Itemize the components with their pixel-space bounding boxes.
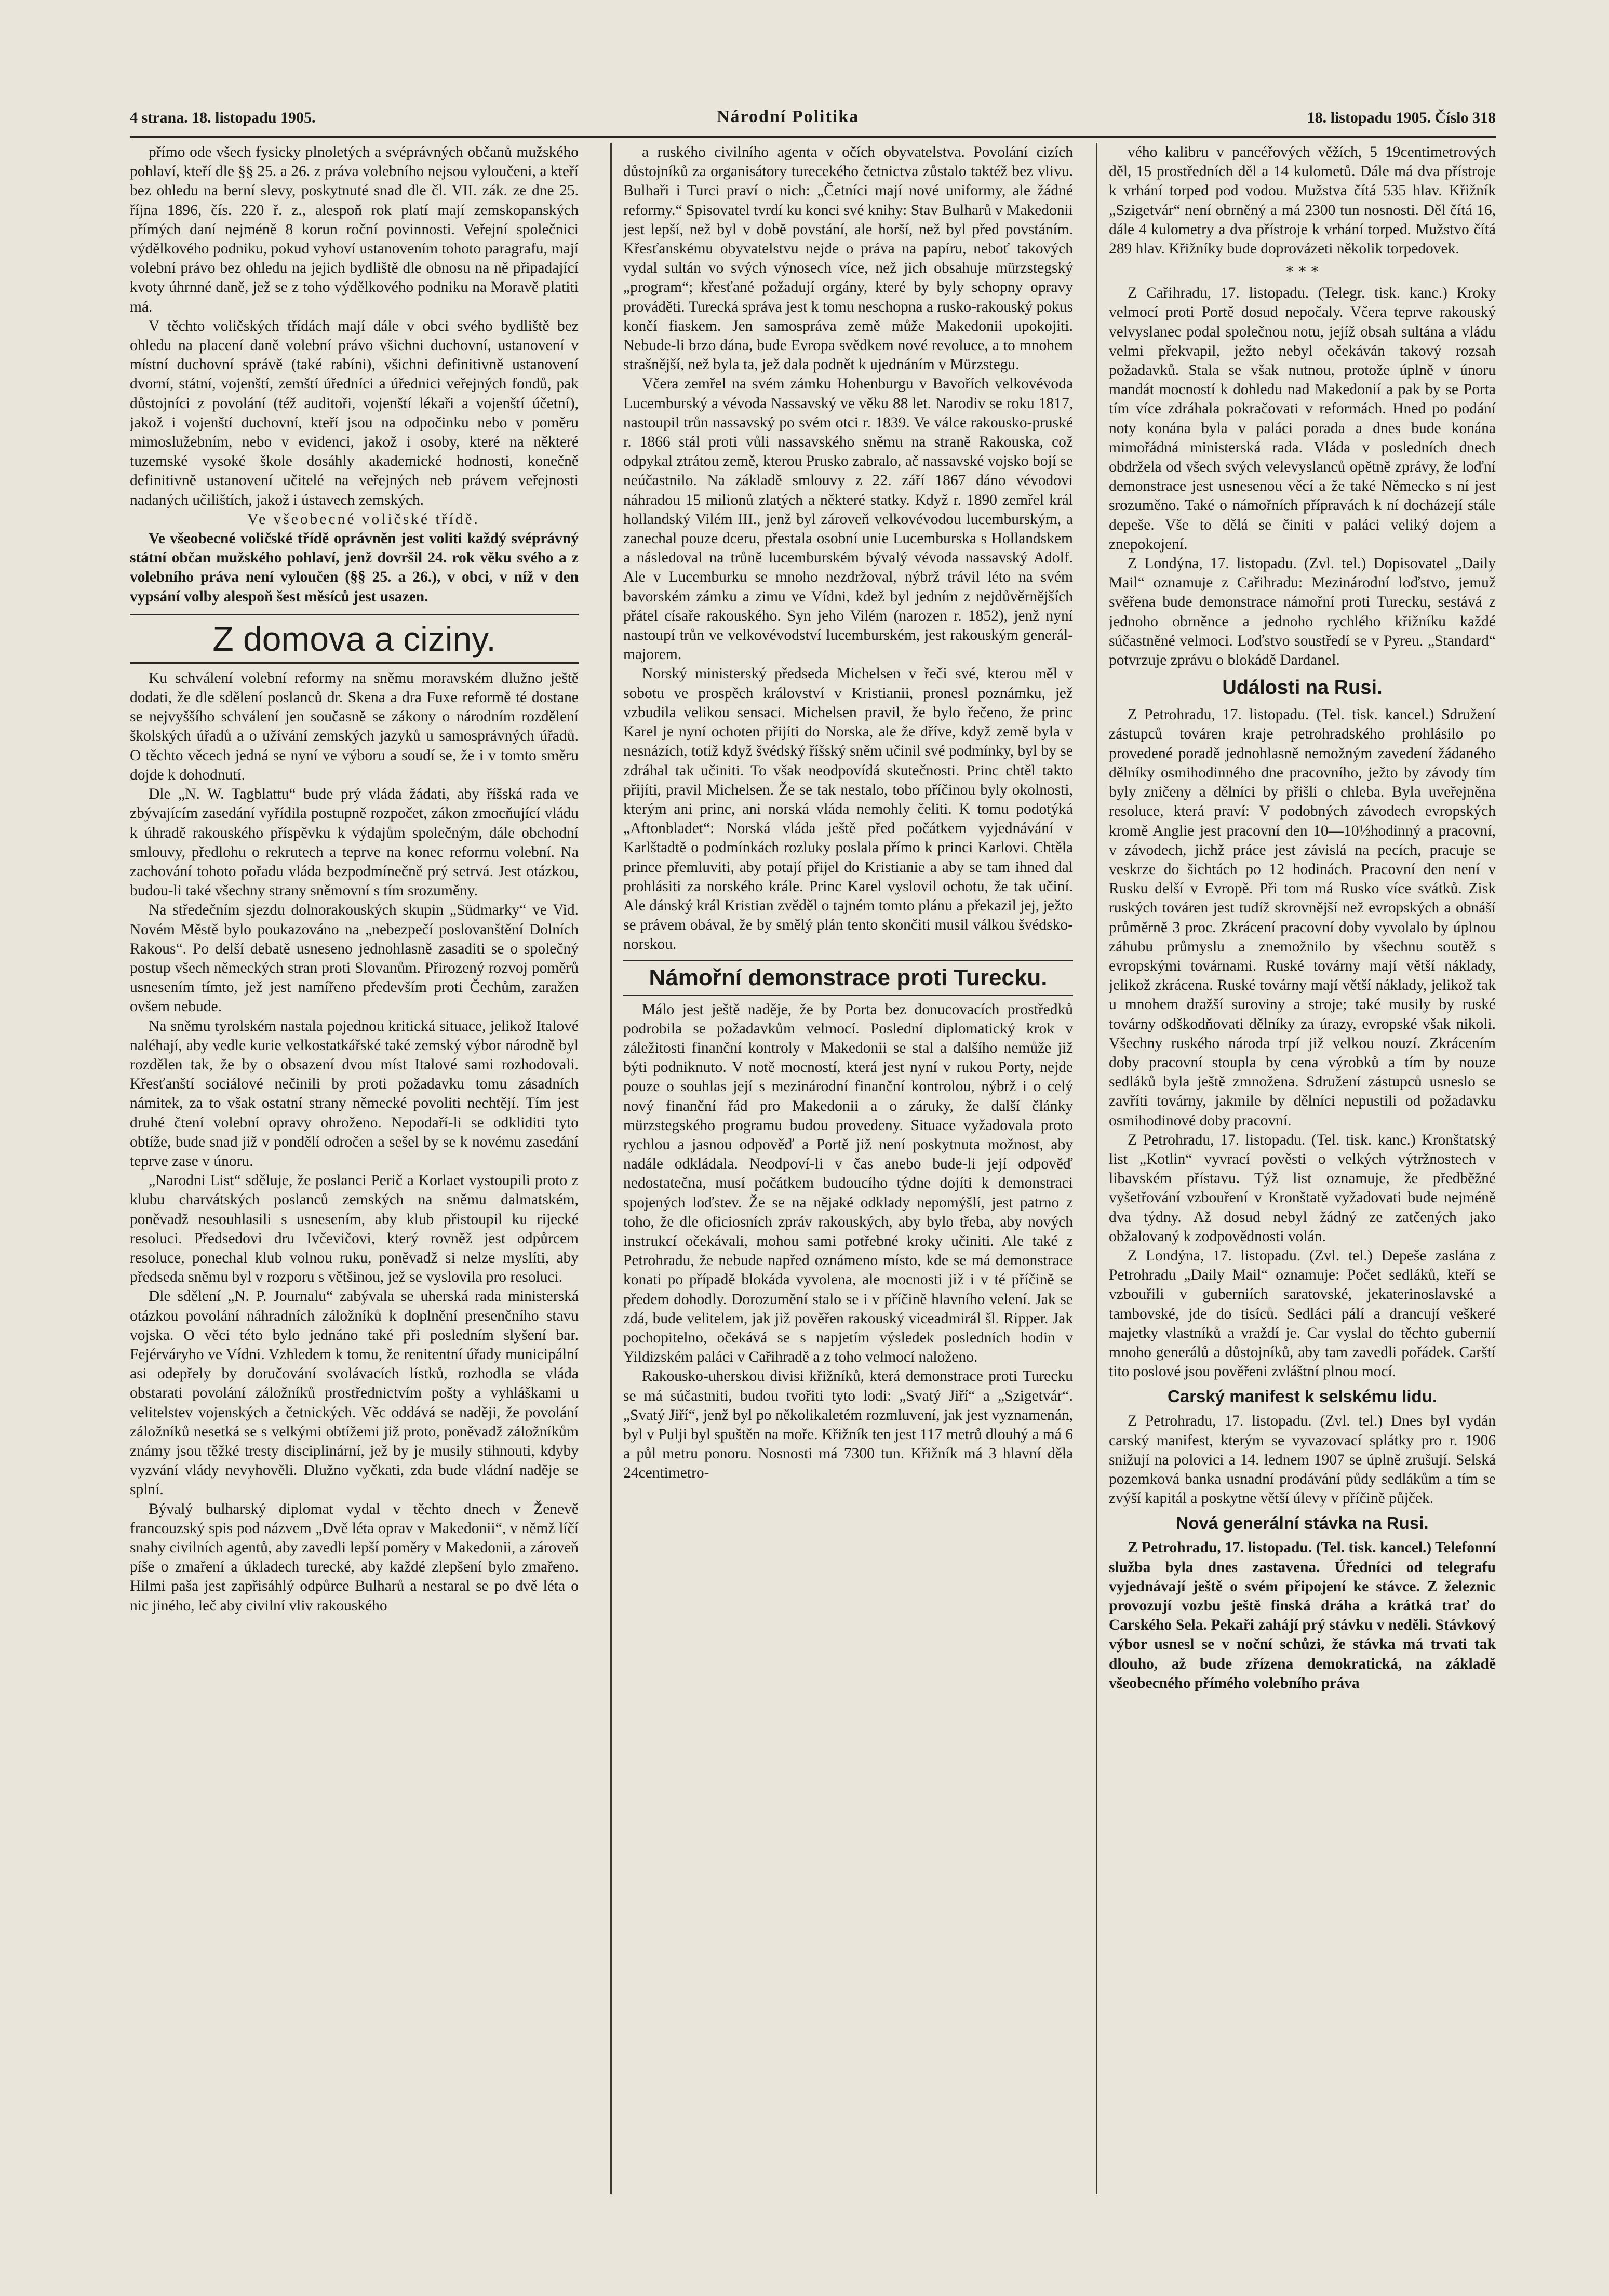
article-paragraph: Ve všeobecné voličské třídě oprávněn jest voliti každý svéprávný státní občan mužského pohlaví, jenž dovršil 24. rok věku svého a z volebního práva není vyloučen (§§ 25. a 26.), v obci, v níž v den vypsání volby alespoň šest měsíců jest usazen. — [130, 530, 579, 605]
page-header — [130, 109, 1496, 130]
article-paragraph: Ku schválení volební reformy na sněmu moravském dlužno ještě dodati, že dle sdělení poslanců dr. Skena a dra Fuxe reformě té dostane se nejvyššího schválení jen současně se zákony o národním rozdělení školských úřadů a o užívání zemských jazyků u samosprávných úřadů. O těchto věcech jedná se nyní ve výboru a soudí se, že i v tomto směru dojde k dohodnutí. — [130, 669, 579, 783]
article-paragraph: Včera zemřel na svém zámku Hohenburgu v Bavořích velkovévoda Lucemburský a vévoda Nassavský ve věku 88 let. Narodiv se roku 1817, nastoupil trůn nassavský po svém otci r. 1839. Ve válce rakousko-pruské r. 1866 stál proti vůli nassavského sněmu na straně Rakouska, což odpykal ztrátou země, kterou Prusko zabralo, ač nassavské vojsko bojí se neúčastnilo. Na základě smlouvy z 22. září 1867 dáno vévodovi náhradou 15 milionů zlatých a některé statky. Když r. 1890 zemřel král hollandský Vilém III., jenž byl zároveň velkovévodou lucemburským, a zanechal pouze dceru, přestala osobní unie Lucemburska s Hollandskem a následoval na trůně lucemburském bývalý vévoda nassavský Adolf. Ale v Lucemburku se mnoho nezdržoval, nýbrž trávil léto na svém bavorském zámku a zimu ve Vídni, kdež byl jedním z nejdůvěrnějších přátel císaře rakouského. Syn jeho Vilém (narozen r. 1852), jenž nyní nastoupí trůn ve velkovévodství lucemburském, jest rakouským generál-majorem. — [623, 375, 1073, 663]
header-right: 18. listopadu 1905. Číslo 318 — [1307, 109, 1496, 126]
column-2 — [623, 143, 1073, 2168]
masthead-title: Národní Politika — [717, 107, 860, 126]
column-divider-2 — [1096, 143, 1097, 2194]
headline-naval-demonstration: Námořní demonstrace proti Turecku. — [623, 960, 1073, 996]
column-3 — [1109, 143, 1496, 2168]
headline-general-strike: Nová generální stávka na Rusi. — [1176, 1513, 1429, 1533]
headline-tsar-manifest: Carský manifest k selskému lidu. — [1167, 1387, 1438, 1406]
article-paragraph: Z Petrohradu, 17. listopadu. (Tel. tisk. kanc.) Kronštatský list „Kotlin“ vyvrací pověsti o velkých výtržnostech v libavském přístavu. Týž list oznamuje, že předběžné vyšetřování vzbouření v Kronštatě vyžadovati bude nejméně dva týdny. Až dosud nebyl žádný ze zatčených jako obžalovaný k zodpovědnosti volán. — [1109, 1131, 1496, 1245]
subheading-general-class: Ve všeobecné voličské třídě. — [247, 511, 480, 528]
article-paragraph: Z Cařihradu, 17. listopadu. (Telegr. tisk. kanc.) Kroky velmocí proti Portě dosud nepočaly. Včera teprve rakouský velvyslanec podal společnou notu, jejíž obsah sultána a vládu velmi překvapil, ježto nebyl očekáván takový rozsah požadavků. Stala se však nutnou, protože úplně v únoru mandát mocností k dohledu nad Makedonií a pak by se Porta tím více zdráhala pokračovati v reformách. Hned po podání noty konána byla v paláci porada a dnes bude konána mimořádná ministerská rada. Vláda v posledních dnech obdržela od všech svých velevyslanců opětně zprávy, že loďní demonstrace jest usnesenou věcí a že také Německo s ní jest srozuměno. Také o námořních přípravách k ní docházejí stále depeše. Vše to dělá se činiti v paláci veliký dojem a znepokojení. — [1109, 285, 1496, 553]
article-paragraph: a ruského civilního agenta v očích obyvatelstva. Povolání cizích důstojníků za organisátory turecekého četnictva zůstalo taktéž bez vlivu. Bulhaři i Turci praví o nich: „Četníci mají nové uniformy, ale žádné reformy.“ Spisovatel tvrdí ku konci své knihy: Stav Bulharů v Makedonii jest lepší, než byl v době povstání, ale horší, než byl před povstáním. Křesťanskému obyvatelstvu nejde o práva na papíru, neboť takových vydal sultán vo svých výnosech více, než jich obsahuje mürzstegský „program“; křesťané požadují orgány, které by byly schopny opravy prováděti. Turecká správa jest k tomu neschopna a rusko-rakouský pokus končí fiaskem. Jen samospráva země může Makedonii upokojiti. Nebude-li brzo dána, bude Evropa svědkem nové revoluce, a to mnohem strašnější, než byla ta, jež dala podnět k ujednáním v Mürzstegu. — [623, 144, 1073, 373]
article-paragraph: vého kalibru v pancéřových věžích, 5 19centimetrových děl, 15 prostředních děl a 14 kulometů. Dále má dva přístroje k vrhání torped pod vodou. Mužstva čítá 535 hlav. Křižník „Szigetvár“ není obrněný a má 2300 tun nosnosti. Děl čítá 16, dále 4 kulometry a dva přístroje k vrhání torped. Mužstvo čítá 289 hlav. Křižníky bude doprovázeti několik torpedovek. — [1109, 144, 1496, 258]
article-paragraph: Málo jest ještě naděje, že by Porta bez donucovacích prostředků podrobila se požadavkům velmocí. Poslední diplomatický krok v záležitosti finanční kontroly v Makedonii se stal a dalšího nemůže již býti podniknuto. V notě mocností, která jest nyní v rukou Porty, nejde pouze o souhlas její s mezinárodní finanční kontrolou, nýbrž i o celý nový finanční řád pro Makedonii a o záruky, že další články mürzstegského programu budou provedeny. Situace vyžadovala proto rychlou a jasnou odpověď a Portě již není poskytnuta možnost, aby nadále odkládala. Neodpoví-li v čas anebo bude-li její odpověď nedostatečna, musí počátkem budoucího týdne dojíti k demonstraci spojených loďstev. Že se na nějaké odklady nepomýšlí, jest patrno z toho, že dle oficiosních zpráv rakouských, aby bylo třeba, aby nových instrukcí očekávali, mohou sami potřebné kroky učiniti. Ale také z Petrohradu, že nebude napřed oznámeno místo, kde se má demonstrace konati po případě blokáda vyvolena, ale mocnosti již i v té příčině se předem dohodly. Dorozumění stalo se i v příčině hlavního velení. Jak se zdá, bude velitelem, jak již pověřen rakouský viceadmirál šl. Ripper. Jak pochopitelno, očekává se s napjetím výsledek posledních hodin v Yildizském paláci v Cařihradě a z toho velmocí naloženo. — [623, 1001, 1073, 1366]
header-left: 4 strana. 18. listopadu 1905. — [130, 109, 316, 126]
article-paragraph: Z Petrohradu, 17. listopadu. (Zvl. tel.) Dnes byl vydán carský manifest, kterým se vyvazovací splátky pro r. 1906 snižují na polovici a 14. lednem 1907 se úplně zrušují. Selská pozemková banka usnadní prodávání půdy sedlákům a tím se zvýší kapitál a poskytne větší úlevy v příčině půjček. — [1109, 1413, 1496, 1507]
article-paragraph: Dle sdělení „N. P. Journalu“ zabývala se uherská rada ministerská otázkou povolání náhradních záložníků k doplnění presenčního stavu vojska. O věci této bylo jednáno také při posledním slyšení bar. Fejérváryho ve Vídni. Vzhledem k tomu, že renitentní úřady municipální asi odepřely by doručování svolávacích lístků, rozhodla se vláda obstarati povolání záložníků prostřednictvím pošty a vyhláškami u velitelstev vojenských a četnických. Věc oddává se naději, že povolání záložníků nesetká se s velkými obtížemi již proto, poněvadž záložníkům známy jsou těžké tresty disciplinární, jež by je musily stihnouti, kdyby vyzvání vlády nevyhověli. Dlužno vyčkati, zda bude vládní naděje se splní. — [130, 1288, 579, 1498]
article-paragraph: Bývalý bulharský diplomat vydal v těchto dnech v Ženevě francouzský spis pod názvem „Dvě léta oprav v Makedonii“, v němž líčí snahy civilních agentů, aby zavedli lepší poměry v Makedonii, a zároveň píše o zmaření a úkladech turecké, aby každé zlepšení bylo zmařeno. Hilmi paša jest zapřisáhlý odpůrce Bulharů a nestaral se po dvě léta o nic jiného, leč aby civilní vliv rakouského — [130, 1500, 579, 1614]
column-divider-1 — [610, 143, 612, 2194]
article-paragraph: Z Petrohradu, 17. listopadu. (Tel. tisk. kancel.) Sdružení zástupců továren kraje petrohradského prohlásilo po provedené poradě jednohlasně nemožným zavedení žádaného dělníky osmihodinného dne pracovního, ježto by závody tím byly zničeny a dělníci by přišli o chleba. Byla uveřejněna resoluce, která praví: V podobných závodech evropských kromě Anglie jest pracovní den 10—10½hodinný a pracovní, v závodech, jichž práce jest závislá na pecích, pracuje se veskrze do šichtách po 12 hodinách. Pracovní den není v Rusku delší v Evropě. Při tom má Rusko více svátků. Zisk ruských továren jest tudíž skrovnější než evropských a obnáší průměrně 3 proc. Zkrácení pracovní doby vyvolalo by úplnou záhubu průmyslu a znemožnilo by všechnu soutěž s evropskými továrnami. Ruské továrny mají větší náklady, jelikož zkrácena. Ruské továrny mají větší náklady, jelikož tak u mnohem dražší suroviny a stroje; také musily by ruské továrny odškodňovati dělníky za úrazy, evropské však nikoli. Všechny ruského národa trpí již velkou nouzí. Zkrácením doby pracovní stoupla by cena výrobků a tím by nouze sedláků byla ještě zmnožena. Sdružení zástupců usneslo se zavříti továrny, jakmile by dělníci nepustili od požadavku osmihodinové doby pracovní. — [1109, 706, 1496, 1129]
article-paragraph: Norský ministerský předseda Michelsen v řeči své, kterou měl v sobotu ve prospěch království v Kristianii, pronesl poznámku, jež vzbudila velikou sensaci. Michelsen pravil, že bylo řečeno, že princ Karel je nyní ochoten přijíti do Norska, ale že dříve, když země byla v nesnázích, totiž když švédský říšský sněm učinil své podmínky, byl by se zdráhal tak učiniti. To však neodpovídá skutečnosti. Princ chtěl takto přijíti, pravil Michelsen. Že se tak nestalo, tobo příčinou byly okolnosti, kterým ani princ, ani norská vláda nemohly čeliti. K tomu podotýká „Aftonbladet“: Norská vláda ještě před počátkem vyjednávání v Karlštadtě o podmínkách rozluky poslala přímo k princi Karlovi. Chtěla prince přemluviti, aby potají přijel do Kristianie a aby se tam ihned dal prohlásiti za norského krále. Princ Karel vyslovil ochotu, že tak učiní. Ale dánský král Kristian zvěděl o tajném tomto plánu a překazil jej, ježto se právem obával, že by smělý plán tento skončiti musil válkou švédsko-norskou. — [623, 665, 1073, 953]
header-rule — [130, 136, 1496, 138]
section-title-domestic-foreign: Z domova a ciziny. — [130, 614, 579, 664]
article-paragraph: „Narodni List“ sděluje, že poslanci Perič a Korlaet vystoupili proto z klubu charvátských poslanců zemských na sněmu dalmatském, poněvadž nesouhlasili s usnesením, aby klub přistoupil ku rijecké resoluci. Předsedovi dru Ivčevičovi, který rovněž jest odpůrcem resoluce, ponechal klub volnou ruku, poněvadž si nelze myslíti, aby předseda sněmu byl v rozporu s většinou, jež se vyslovila pro resoluci. — [130, 1172, 579, 1286]
column-1 — [130, 143, 579, 2220]
headline-events-russia: Události na Rusi. — [1222, 677, 1383, 699]
article-paragraph: Z Londýna, 17. listopadu. (Zvl. tel.) Depeše zaslána z Petrohradu „Daily Mail“ oznamuje: Počet sedláků, kteří se vzbouřili v guberniích saratovské, jekaterinoslavské a tambovské, jde do tisíců. Sedláci pálí a drancují veškeré majetky vlastníků a vraždí je. Car vyslal do těchto gubernií mnoho generálů a důstojníků, aby tam zavedli pořádek. Carští tito poslové jsou pověřeni zvláštní plnou mocí. — [1109, 1247, 1496, 1380]
article-paragraph: Na středečním sjezdu dolnorakouských skupin „Südmarky“ ve Vid. Novém Městě bylo poukazováno na „nebezpečí poslovanštění Dolních Rakous“. Po delší debatě usneseno jednohlasně zasaditi se o společný postup všech německých stran proti Slovanům. Přirozený rozvoj poměrů usnesením tímto, jež jest namířeno především proti Čechům, zaražen ovšem nebude. — [130, 902, 579, 1015]
article-paragraph: přímo ode všech fysicky plnoletých a svéprávných občanů mužského pohlaví, kteří dle §§ 25. a 26. z práva volebního nejsou vyloučeni, a kteří bez ohledu na berní slevy, poskytnuté snad dle čl. VII. zák. ze dne 25. října 1896, čís. 220 ř. z., alespoň rok platí mají zemskopanských přímých daní nejméně 8 korun roční povinnosti. Veřejní společnici výdělkového podniku, pokud vyhoví ustanovením tohoto paragrafu, mají volební právo bez ohledu na jejich bydliště dle obnosu na ně připadající kvoty úhrnné daně, jež se z toho výdělkového podniku na Moravě platiti má. — [130, 144, 579, 315]
article-paragraph: Rakousko-uherskou divisi křižníků, která demonstrace proti Turecku se má súčastniti, budou tvořiti tyto lodi: „Svatý Jiří“ a „Szigetvár“. „Svatý Jiří“, jenž byl po několikaletém rozmluvení, jak jest vyznamenán, byl v Pulji byl spuštěn na moře. Křižník ten jest 117 metrů dlouhý a má 6 a půl metru ponoru. Nosnosti má 7300 tun. Křižník má 3 hlavní děla 24centimetro- — [623, 1368, 1073, 1482]
article-paragraph: Z Petrohradu, 17. listopadu. (Tel. tisk. kancel.) Telefonní služba byla dnes zastavena. Úředníci od telegrafu vyjednávají ještě o svém připojení ke stávce. Z železnic provozují vozbu ještě finská dráha a krátká trať do Carského Sela. Pekaři zahájí prý stávku v neděli. Stávkový výbor usnesl se v noční schůzi, že stávka má trvati tak dlouho, až bude zřízena demokratická, na základě všeobecného přímého volebního práva — [1109, 1539, 1496, 1691]
article-paragraph: Na sněmu tyrolském nastala pojednou kritická situace, jelikož Italové naléhají, aby vedle kurie velkostatkářské také zemský výbor národně byl rozdělen tak, že by o obsazení dvou míst Italové sami rozhodovali. Křesťanští sociálové nečinili by proti požadavku tomu zásadních námitek, za to však ostatní strany německé povoliti nechtějí. Tím jest druhé čtení volební opravy ohroženo. Nepodaří-li se odkliditi tyto obtíže, bude snad již v pondělí odročen a sešel by se k novému zasedání teprve zase v únoru. — [130, 1017, 579, 1170]
article-paragraph: V těchto voličských třídách mají dále v obci svého bydliště bez ohledu na placení daně volební právo všichni duchovní, ustanovení v místní duchovní správě (také rabíni), všichni definitivně ustanovení dvorní, státní, vojenští, zemští úředníci a úřednici veřejných fondů, pak důstojníci z povolání (též auditoři, vojenští lékaři a vojenští účetní), jakož i vojenští duchovní, kteří jsou na odpočinku nebo v poměru mimoslužebním, nebo v evidenci, jakož i osoby, které na některé tuzemské vysoké škole dosáhly akademické hodnosti, konečně definitivně ustanovení učitelé na veřejných neb právem veřejnosti nadaných učilištích, jakož i ústavech zemských. — [130, 317, 579, 508]
article-paragraph: Dle „N. W. Tagblattu“ bude prý vláda žádati, aby říšská rada ve zbývajícím zasedání vyřídila postupně rozpočet, zákon zmocňující vládu k úhradě rakouského příspěvku k výdajům společným, dále obchodní smlouvy, předlohu o rekrutech a teprve na konec reformu volební. Na zachování tohoto pořadu vláda bezpodmínečně prý setrvá. Jest otázkou, budou-li také všechny strany sněmovní s tím srozuměny. — [130, 786, 579, 899]
article-paragraph: Z Londýna, 17. listopadu. (Zvl. tel.) Dopisovatel „Daily Mail“ oznamuje z Cařihradu: Mezinárodní loďstvo, jemuž svěřena bude demonstrace námořní proti Turecku, sestává z jednoho obrněnce a jednoho rychlého křižníku každé súčastněné velmoci. Loďstvo soustředí se v Pyreu. „Standard“ potvrzuje zprávu o blokádě Dardanel. — [1109, 555, 1496, 669]
separator-stars: * * * — [1285, 262, 1319, 281]
